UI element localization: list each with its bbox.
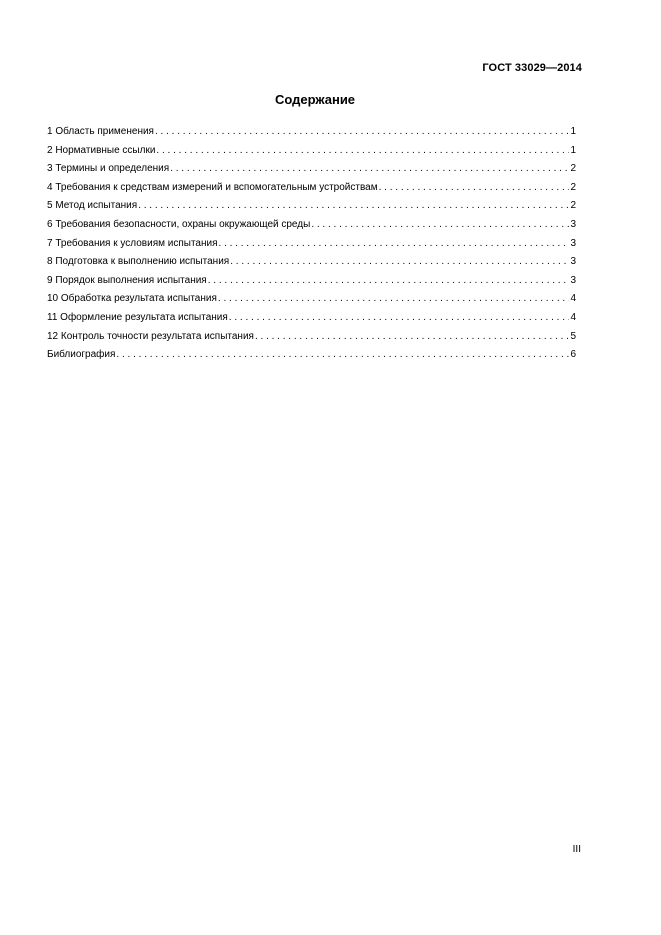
toc-leader-dots [170,162,569,176]
toc-entry-page: 4 [570,311,576,323]
toc-entry-5[interactable] [47,199,576,218]
toc-entry-page: 3 [570,237,576,249]
toc-entry-label: 11 Оформление результата испытания [47,311,228,323]
toc-entry-page: 2 [570,200,576,212]
toc-entry-page: 3 [570,274,576,286]
page-number: III [572,844,581,855]
toc-entry-label: 4 Требования к средствам измерений и вспомогательным устройствам [47,181,378,193]
toc-entry-7[interactable] [47,237,576,256]
toc-entry-6[interactable] [47,218,576,237]
toc-leader-dots [208,274,570,288]
toc-entry-label: 9 Порядок выполнения испытания [47,274,207,286]
standard-code: ГОСТ 33029—2014 [482,62,582,74]
toc-leader-dots [116,348,569,362]
toc-entry-1[interactable] [47,125,576,144]
toc-entry-label: 1 Область применения [47,126,154,137]
toc-entry-bibliography[interactable] [47,348,576,367]
toc-leader-dots [138,199,569,213]
toc-leader-dots [218,292,570,306]
toc-entry-4[interactable] [47,181,576,200]
toc-entry-page: 1 [570,144,576,156]
toc-leader-dots [229,311,570,325]
toc-entry-page: 3 [570,256,576,268]
toc-entry-page: 1 [570,126,576,137]
toc-list [47,125,576,367]
toc-entry-page: 5 [570,330,576,342]
toc-entry-label: 2 Нормативные ссылки [47,144,156,156]
toc-entry-page: 2 [570,181,576,193]
toc-entry-10[interactable] [47,292,576,311]
toc-leader-dots [219,237,570,251]
toc-entry-8[interactable] [47,255,576,274]
toc-entry-label: 10 Обработка результата испытания [47,293,217,305]
toc-entry-label: 5 Метод испытания [47,200,138,212]
toc-entry-11[interactable] [47,311,576,330]
toc-entry-label: Библиография [47,349,116,361]
toc-leader-dots [230,255,569,269]
toc-title: Содержание [274,92,356,107]
toc-leader-dots [379,181,570,195]
toc-entry-page: 3 [570,218,576,230]
toc-leader-dots [311,218,569,232]
toc-entry-label: 3 Термины и определения [47,163,170,175]
toc-leader-dots [155,125,569,139]
toc-leader-dots [156,144,569,158]
toc-leader-dots [255,330,569,344]
toc-entry-9[interactable] [47,274,576,293]
toc-entry-label: 6 Требования безопасности, охраны окружающей среды [47,218,311,230]
toc-entry-page: 4 [570,293,576,305]
toc-entry-label: 8 Подготовка к выполнению испытания [47,256,230,268]
toc-entry-label: 7 Требования к условиям испытания [47,237,218,249]
toc-entry-2[interactable] [47,144,576,163]
toc-entry-page: 6 [570,349,576,361]
toc-entry-3[interactable] [47,162,576,181]
toc-entry-label: 12 Контроль точности результата испытания [47,330,254,342]
toc-entry-page: 2 [570,163,576,175]
toc-entry-12[interactable] [47,330,576,349]
